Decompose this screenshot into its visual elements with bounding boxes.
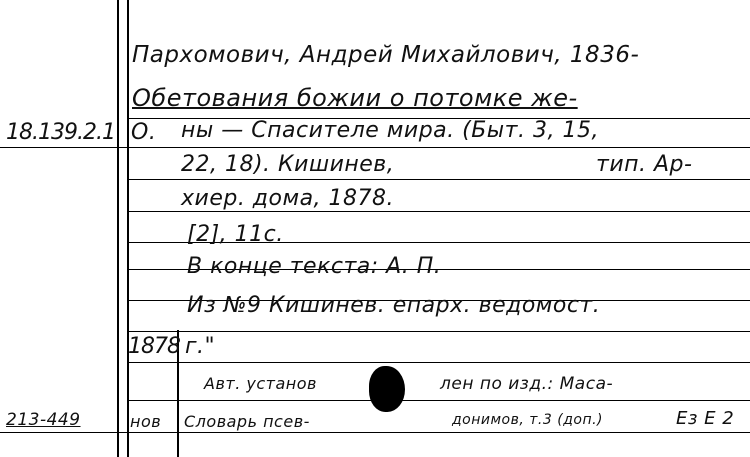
author-established-right: лен по изд.: Маса- xyxy=(440,374,614,394)
ruled-line xyxy=(0,432,750,433)
title-line-4: хиер. дома, 1878. xyxy=(181,186,395,211)
ruled-line xyxy=(128,331,750,332)
ruled-line xyxy=(128,211,750,212)
title-line-1: Обетования божии о потомке же- xyxy=(132,84,578,112)
dictionary-mark: Ез Е 2 xyxy=(676,408,735,429)
title-line-2: ны — Спасителе мира. (Быт. 3, 15, xyxy=(181,118,599,143)
shelfmark: 18.139.2.1 xyxy=(6,120,115,145)
year-label: 1878 xyxy=(128,334,180,359)
ruled-line xyxy=(0,147,750,148)
author-heading: Пархомович, Андрей Михайлович, 1836- xyxy=(132,42,640,68)
title-line-3: 22, 18). Кишинев, xyxy=(181,152,395,177)
ruled-line xyxy=(128,179,750,180)
ink-blot xyxy=(369,366,405,412)
note-end-of-text: В конце текста: А. П. xyxy=(187,254,442,279)
ruled-line xyxy=(128,362,750,363)
pagination: [2], 11с. xyxy=(187,222,284,247)
second-margin-line xyxy=(127,0,129,457)
dictionary-left: Словарь псев- xyxy=(184,412,310,431)
left-margin-line xyxy=(117,0,119,457)
corner-number: 213-449 xyxy=(6,410,81,430)
note-source: Из №9 Кишинев. епарх. ведомост. xyxy=(187,293,601,318)
ruled-line xyxy=(128,400,750,401)
dictionary-right: донимов, т.3 (доп.) xyxy=(452,412,604,428)
title-line-3-end: тип. Ар- xyxy=(596,152,693,177)
author-established-left: Авт. установ xyxy=(204,374,317,393)
corner-code: нов xyxy=(130,412,162,431)
shelfmark-suffix: О. xyxy=(131,120,157,145)
note-source-end: г." xyxy=(185,334,216,359)
